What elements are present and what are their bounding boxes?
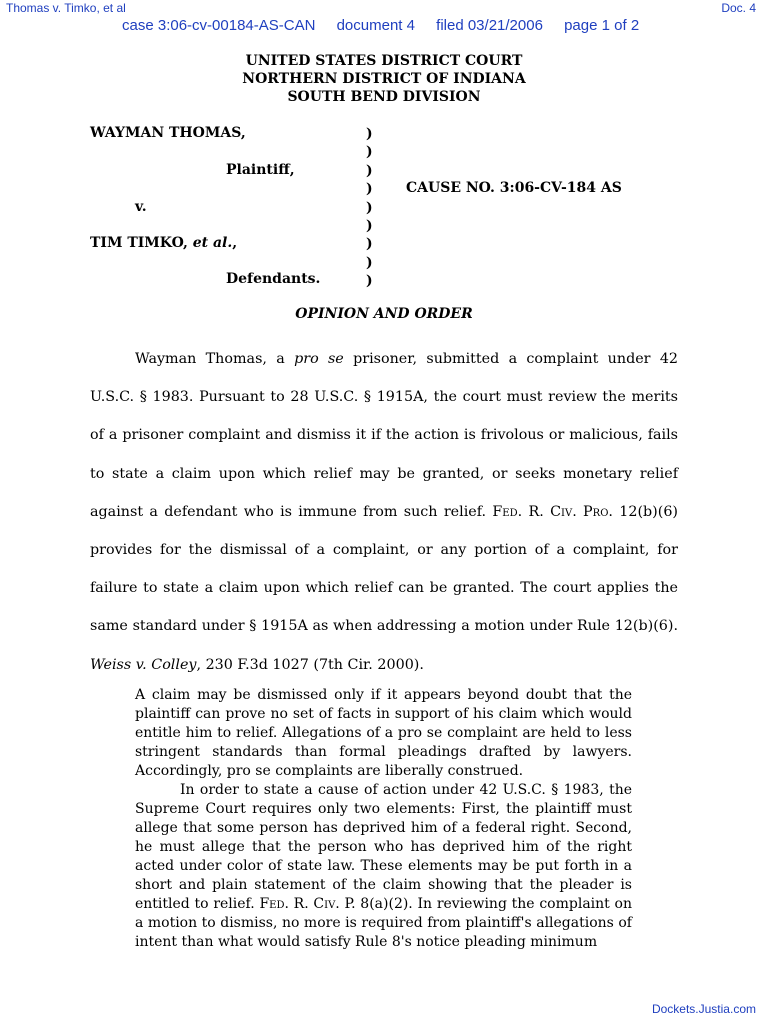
- paren: ): [366, 199, 373, 216]
- doc-number-link[interactable]: Doc. 4: [721, 1, 756, 15]
- defendant-name: [90, 235, 237, 251]
- document-number: document 4: [336, 17, 415, 34]
- plaintiff-name: WAYMAN THOMAS,: [90, 125, 246, 141]
- paren: ): [366, 273, 373, 290]
- versus: v.: [135, 199, 147, 215]
- cause-number: CAUSE NO. 3:06-CV-184 AS: [406, 180, 622, 196]
- plaintiff-role: Plaintiff,: [226, 162, 295, 178]
- court-district: NORTHERN DISTRICT OF INDIANA: [242, 71, 526, 87]
- paren: ): [366, 162, 373, 179]
- case-citation: Weiss v. Colley: [90, 656, 197, 673]
- defendant-role: Defendants.: [226, 271, 321, 287]
- block-quote: [135, 686, 632, 952]
- paragraph: Wayman Thomas, a pro se prisoner, submitted a complaint under 42 U.S.C. § 1983. Pursuant to 28 U.S.C. § 1915A, the court must review the merits of a prisoner complaint and dismiss it if the action is frivolous or malicious, fails to state a claim upon which relief may be granted, or seeks monetary relief against a defendant who is immune from such relief. Fed. R. Civ. Pro. 12(b)(6) provides for the dismissal of a complaint, or any portion of a complaint, for failure to state a claim upon which relief can be granted. The court applies the same standard under § 1915A as when addressing a motion under Rule 12(b)(6). Weiss v. Colley, 230 F.3d 1027 (7th Cir. 2000).: [90, 351, 679, 673]
- filed-date: filed 03/21/2006: [436, 17, 543, 34]
- defendant-etal: et al.: [192, 235, 233, 251]
- document-title: OPINION AND ORDER: [295, 306, 473, 322]
- paren: ): [366, 217, 373, 234]
- paren: ): [366, 254, 373, 271]
- case-title-link[interactable]: Thomas v. Timko, et al: [6, 1, 126, 15]
- rule-citation: Fed. R. Civ. P.: [259, 896, 356, 912]
- paren: ): [366, 181, 373, 198]
- quote-paragraph: A claim may be dismissed only if it appears beyond doubt that the plaintiff can prove no set of facts in support of his claim which would entitle him to relief. Allegations of a pro se complaint are held to less stringent standards than formal pleadings drafted by lawyers. Accordingly, pro se complaints are liberally construed.: [135, 687, 632, 779]
- caption-bracket: [366, 125, 376, 291]
- opinion-body: [90, 340, 678, 684]
- paren: ): [366, 126, 373, 142]
- document-info-bar: [122, 17, 656, 34]
- paren: ): [366, 144, 373, 161]
- rule-citation: Fed. R. Civ. Pro.: [492, 503, 613, 520]
- paren: ): [366, 236, 373, 253]
- court-name: UNITED STATES DISTRICT COURT: [245, 53, 523, 69]
- quote-paragraph: In order to state a cause of action under 42 U.S.C. § 1983, the Supreme Court requires only two elements: First, the plaintiff must allege that some person has deprived him of a federal right. Second, he must allege that the person who has deprived him of the right acted under color of state law. These elements may be put forth in a short and plain statement of the claim showing that the pleader is entitled to relief. Fed. R. Civ. P. 8(a)(2). In reviewing the complaint on a motion to dismiss, no more is required from plaintiff's allegations of intent than what would satisfy Rule 8's notice pleading minimum: [135, 782, 632, 950]
- pro-se-italic: pro se: [294, 351, 344, 367]
- defendant-name-text: TIM TIMKO,: [90, 235, 188, 251]
- page-indicator: page 1 of 2: [564, 17, 640, 34]
- case-number: case 3:06-cv-00184-AS-CAN: [122, 17, 316, 34]
- justia-link[interactable]: Dockets.Justia.com: [651, 1002, 756, 1016]
- court-division: SOUTH BEND DIVISION: [287, 89, 481, 105]
- defendant-comma: ,: [232, 235, 238, 251]
